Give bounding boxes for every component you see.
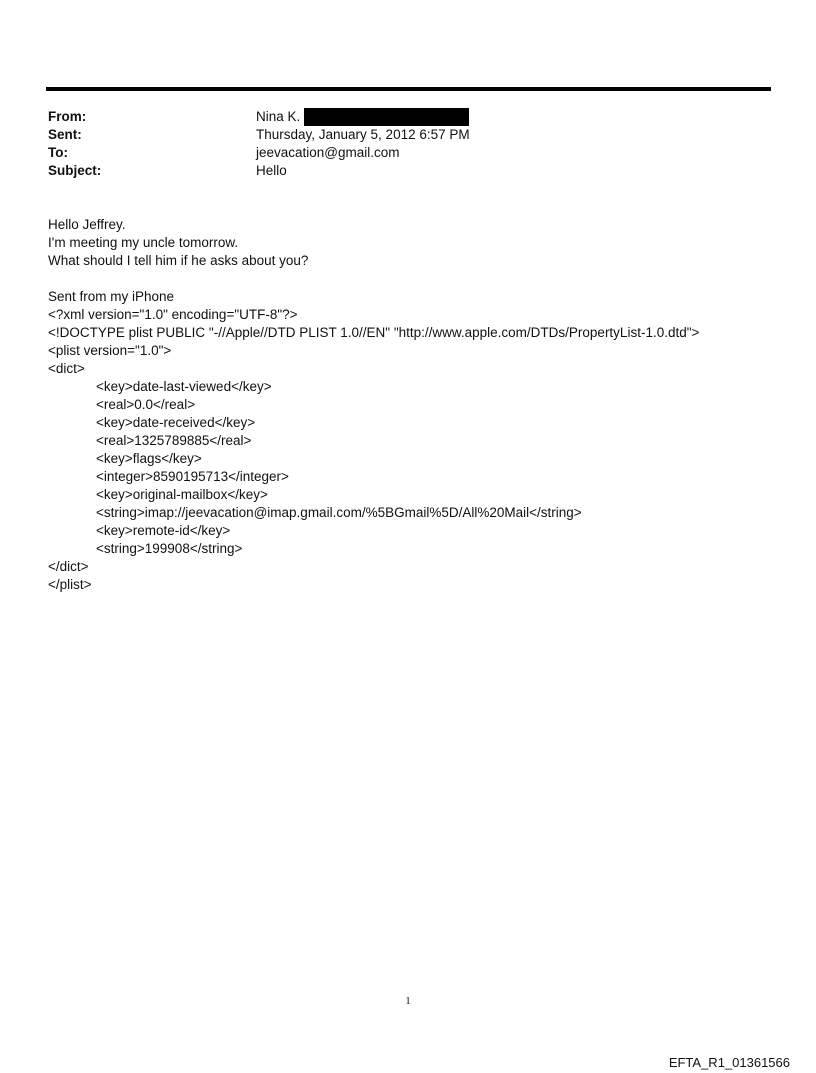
plist-entry: <string>imap://jeevacation@imap.gmail.com/%5BGmail%5D/All%20Mail</string> xyxy=(96,505,582,520)
from-value xyxy=(256,108,469,126)
plist-doctype: <!DOCTYPE plist PUBLIC "-//Apple//DTD PLIST 1.0//EN" "http://www.apple.com/DTDs/PropertyList-1.0.dtd"> xyxy=(48,325,700,340)
sent-label: Sent: xyxy=(48,127,82,142)
paragraph-gap xyxy=(48,270,788,288)
signature-line: Sent from my iPhone xyxy=(48,289,175,304)
to-label: To: xyxy=(48,145,68,160)
plist-xml-declaration: <?xml version="1.0" encoding="UTF-8"?> xyxy=(48,307,298,322)
plist-open-tag: <plist version="1.0"> xyxy=(48,343,172,358)
email-header xyxy=(48,108,748,180)
to-row xyxy=(48,144,748,162)
page-number: 1 xyxy=(405,995,411,1007)
plist-entry: <string>199908</string> xyxy=(96,541,243,556)
dict-open-tag: <dict> xyxy=(48,361,85,376)
message-line: I'm meeting my uncle tomorrow. xyxy=(48,235,239,250)
redaction-block xyxy=(304,108,469,126)
message-line: Hello Jeffrey. xyxy=(48,217,126,232)
plist-entry: <key>original-mailbox</key> xyxy=(96,487,268,502)
subject-value: Hello xyxy=(256,163,287,178)
plist-entry: <key>date-last-viewed</key> xyxy=(96,379,272,394)
to-value: jeevacation@gmail.com xyxy=(256,145,400,160)
header-divider xyxy=(46,87,771,91)
plist-entry: <key>date-received</key> xyxy=(96,415,256,430)
plist-entry: <key>remote-id</key> xyxy=(96,523,231,538)
plist-entry: <real>0.0</real> xyxy=(96,397,196,412)
dict-close-tag: </dict> xyxy=(48,559,89,574)
message-line: What should I tell him if he asks about you? xyxy=(48,253,309,268)
plist-entry: <real>1325789885</real> xyxy=(96,433,252,448)
document-id: EFTA_R1_01361566 xyxy=(668,1055,790,1070)
plist-entry: <key>flags</key> xyxy=(96,451,202,466)
from-name: Nina K. xyxy=(256,109,301,124)
email-body xyxy=(48,216,788,594)
sent-value: Thursday, January 5, 2012 6:57 PM xyxy=(256,127,470,142)
sent-row xyxy=(48,126,748,144)
subject-row xyxy=(48,162,748,180)
plist-close-tag: </plist> xyxy=(48,577,92,592)
subject-label: Subject: xyxy=(48,163,102,178)
from-row xyxy=(48,108,748,126)
from-label: From: xyxy=(48,109,87,124)
plist-entry: <integer>8590195713</integer> xyxy=(96,469,289,484)
